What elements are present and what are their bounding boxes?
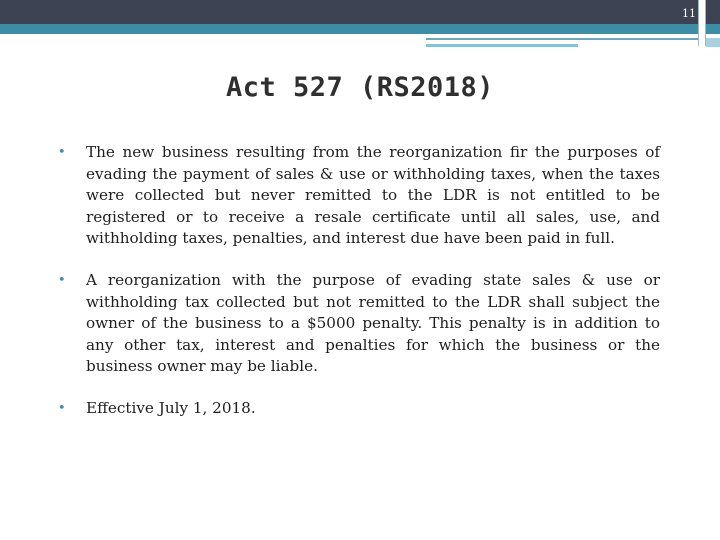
header-bar (0, 0, 698, 24)
decor-divider (698, 0, 699, 46)
page-number: 11 (682, 7, 696, 20)
bullet-item (58, 270, 660, 378)
bullet-text: Effective July 1, 2018. (86, 398, 256, 417)
decor-line (426, 38, 698, 40)
bullet-icon: • (58, 145, 66, 160)
bullet-item (58, 398, 660, 420)
accent-bar-right (706, 24, 720, 34)
bullet-icon: • (58, 272, 66, 288)
bullet-text: The new business resulting from the reorganization fir the purposes of evading the payment of sales & use or withholding taxes, when the taxes were collected but never remitted to the LDR is not entitled to be registered or to receive a resale certificate until all sales, use, and withholding taxes, penalties, and interest due have been paid in full. (86, 143, 660, 248)
slide-title: Act 527 (RS2018) (225, 72, 495, 103)
bullet-item (58, 142, 660, 250)
decor-line (706, 38, 720, 47)
decor-line (426, 44, 578, 47)
bullet-icon: • (58, 400, 66, 416)
bullet-text: A reorganization with the purpose of evading state sales & use or withholding tax collected but not remitted to the LDR shall subject the owner of the business to a $5000 penalty. This penalty is in addition to any other tax, interest and penalties for which the business or the business owner may be liable. (86, 270, 660, 376)
decor-divider (705, 0, 706, 46)
bullet-list (58, 142, 660, 440)
accent-bar (0, 24, 698, 34)
header-bar-right (706, 0, 720, 24)
